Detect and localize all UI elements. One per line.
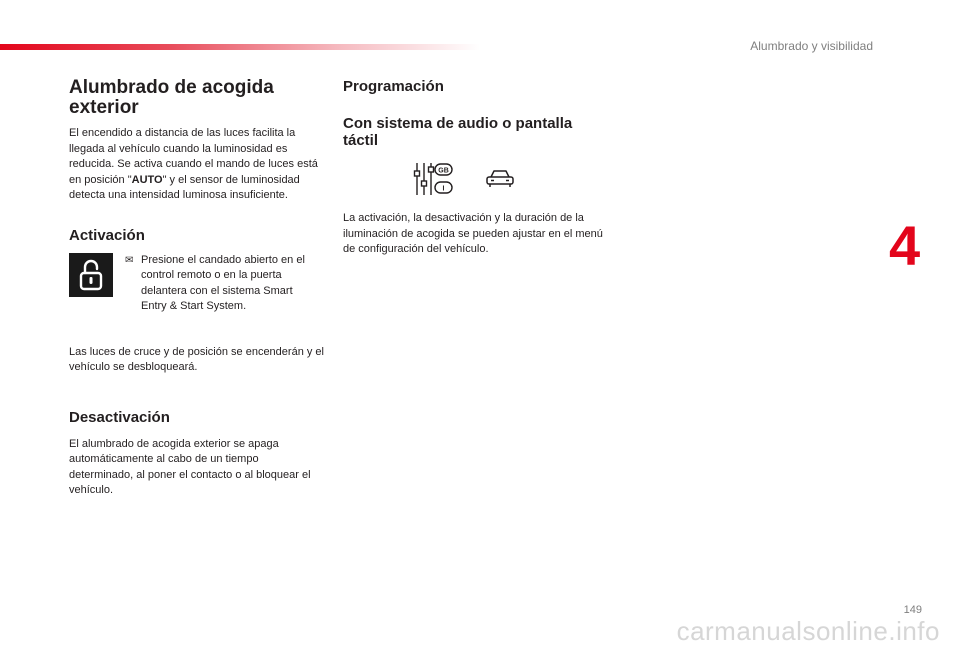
bullet-marker: ✉ [125,254,134,266]
intro-text-start: El encendido a distancia de las luces facilita la llegada al vehículo cuando la luminosidad es reducida. Se activa cuando el mando de luces está en posición " [69,127,318,186]
audio-system-subtitle: Con sistema de audio o pantalla táctil [343,115,573,149]
chapter-number: 4 [889,214,921,277]
right-column [343,78,603,258]
intro-auto-keyword: AUTO [131,173,163,186]
activation-step [69,253,324,315]
car-icon [485,168,515,190]
settings-badge-top: GB [438,167,449,175]
chapter-title: Alumbrado y visibilidad [750,39,873,53]
unlock-padlock-icon [69,253,113,297]
intro-paragraph [69,126,324,204]
settings-icons-row [413,161,603,197]
page-number: 149 [903,604,922,616]
left-column [69,78,324,499]
activation-title: Activación [69,226,145,244]
deactivation-paragraph: El alumbrado de acogida exterior se apaga automáticamente al cabo de un tiempo determinado, al poner el contacto o al bloquear el vehículo. [69,437,311,496]
programming-paragraph: La activación, la desactivación y la duración de la iluminación de acogida se pueden ajustar en el menú de configuración del vehículo. [343,212,603,255]
activation-instruction: Presione el candado abierto en el control remoto o en la puerta delantera con el sistema Smart Entry & Start System. [141,253,305,312]
watermark-text: carmanualsonline.info [676,616,940,646]
settings-sliders-icon [413,161,455,197]
section-title: Alumbrado de acogida exterior [69,77,274,118]
deactivation-title: Desactivación [69,408,170,426]
activation-result: Las luces de cruce y de posición se encenderán y el vehículo se desbloqueará. [69,345,324,373]
programming-title: Programación [343,78,444,95]
intro-text-end: " y el sensor de luminosidad detecta una intensidad luminosa insuficiente. [69,173,300,201]
settings-badge-bottom: I [442,185,445,193]
header-accent-bar [0,44,480,50]
activation-bullet-item [125,253,311,315]
